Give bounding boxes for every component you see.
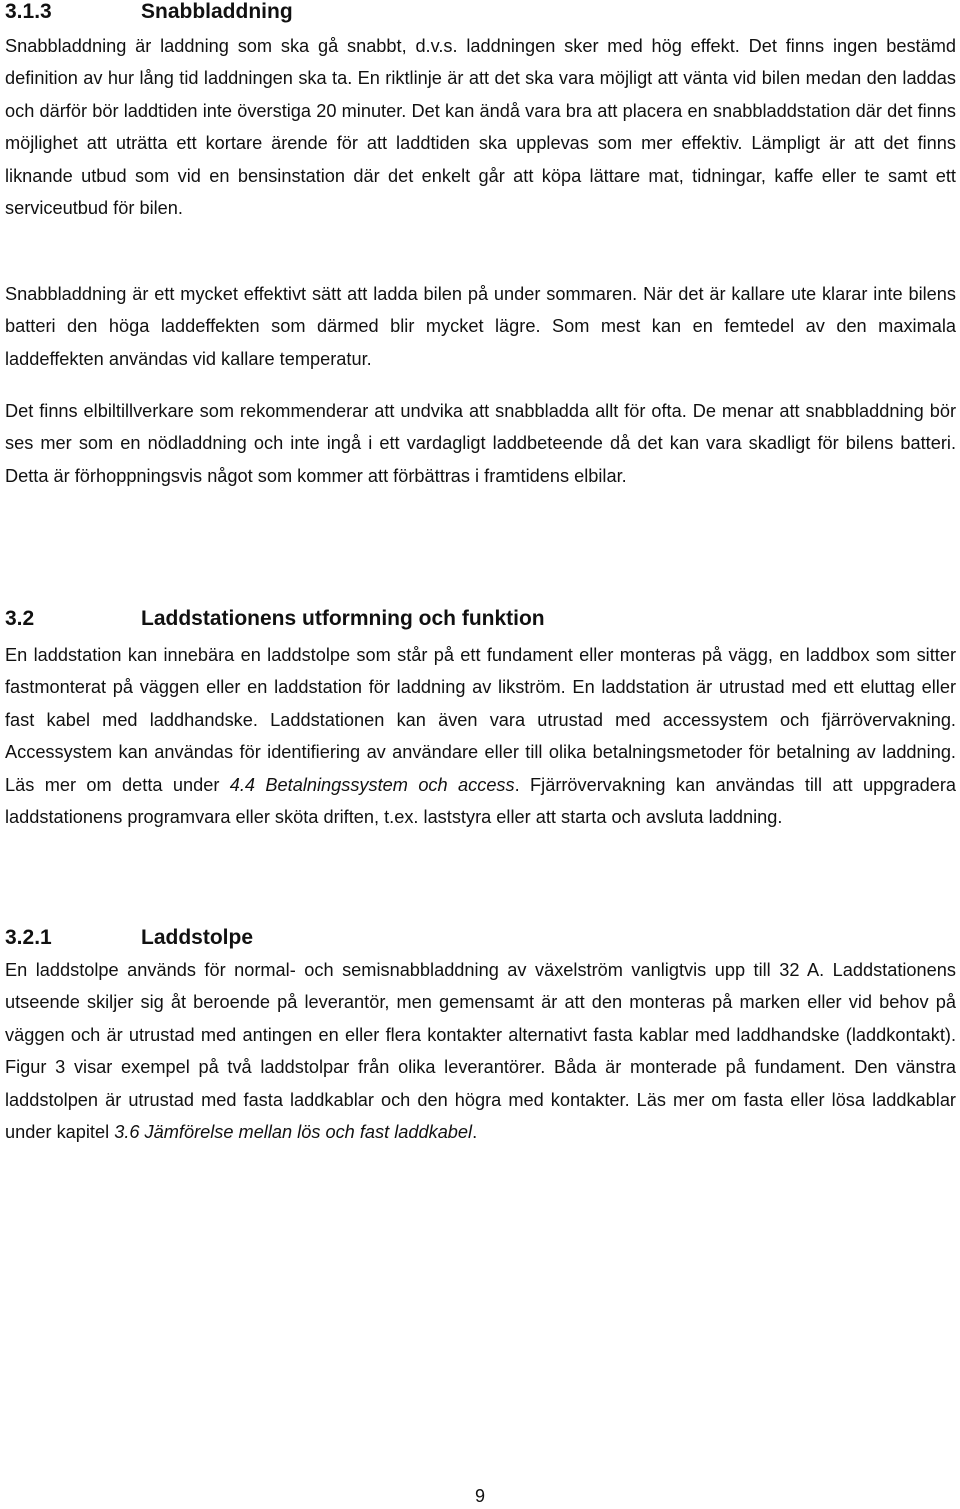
paragraph-text: . Fjärrövervakning kan användas till att uppgradera laddstationens programvara eller sköta driften, t.ex. laststyra eller att starta och avsluta laddning. bbox=[5, 774, 956, 828]
paragraph-laddstation-utformning bbox=[5, 639, 956, 833]
section-number: 3.2 bbox=[5, 607, 35, 630]
paragraph-text: En laddstation kan innebära en laddstolpe som står på ett fundament eller monteras på vägg, en laddbox som sitter fastmonterat på väggen eller en laddstation för laddning av likström. En laddstation är utrustad med ett eluttag eller fast kabel med laddhandske. Laddstationen kan även vara utrustad med accessystem och fjärrövervakning. Accessystem kan användas för identifiering av användare eller till olika betalningsmetoder för betalning av laddning. Läs mer om detta under bbox=[5, 645, 956, 795]
paragraph-snabbladdning-battery: Det finns elbiltillverkare som rekommenderar att undvika att snabbladda allt för ofta. De menar att snabbladdning bör ses mer som en nödladdning och inte ingå i ett vardagligt laddbeteende då det kan vara skadligt för bilens batteri. Detta är förhoppningsvis något som kommer att förbättras i framtidens elbilar. bbox=[5, 401, 956, 486]
section-number: 3.2.1 bbox=[5, 926, 52, 949]
section-reference-3-6: 3.6 Jämförelse mellan lös och fast laddkabel bbox=[114, 1122, 473, 1143]
page-number: 9 bbox=[474, 1486, 485, 1506]
section-heading-3-1-3 bbox=[5, 0, 293, 25]
paragraph-snabbladdning-intro: Snabbladdning är laddning som ska gå snabbt, d.v.s. laddningen sker med hög effekt. Det finns ingen bestämd definition av hur lång tid laddningen ska ta. En riktlinje är att det ska vara möjligt att vänta vid bilen medan den laddas och därför bör laddtiden inte överstiga 20 minuter. Det kan ändå vara bra att placera en snabbladdstation där det finns möjlighet att uträtta ett kortare ärende för att laddtiden ska upplevas som mer effektiv. Lämpligt är att det finns liknande utbud som vid en bensinstation där det enkelt går att köpa lättare mat, tidningar, kaffe eller te samt ett serviceutbud för bilen. bbox=[5, 36, 956, 219]
paragraph-text: En laddstolpe används för normal- och semisnabbladdning av växelström vanligtvis upp till 32 A. Laddstationens utseende skiljer sig åt beroende på leverantör, men gemensamt är att den monteras på marken eller vid behov på väggen och är utrustad med antingen en eller flera kontakter alternativt fasta kablar med laddhandske (laddkontakt). Figur 3 visar exempel på två laddstolpar från olika leverantörer. Båda är monterade på fundament. Den vänstra laddstolpen är utrustad med fasta laddkablar och den högra med kontakter. Läs mer om fasta eller lösa laddkablar under kapitel bbox=[5, 960, 956, 1143]
paragraph-snabbladdning-winter: Snabbladdning är ett mycket effektivt sätt att ladda bilen på under sommaren. När det är kallare ute klarar inte bilens batteri den höga laddeffekten som därmed blir mycket lägre. Som mest kan en femtedel av den maximala laddeffekten användas vid kallare temperatur. bbox=[5, 284, 956, 369]
paragraph-laddstolpe bbox=[5, 954, 956, 1148]
section-number: 3.1.3 bbox=[5, 0, 52, 23]
section-title: Laddstationens utformning och funktion bbox=[141, 607, 545, 630]
section-title: Laddstolpe bbox=[141, 926, 254, 949]
section-title: Snabbladdning bbox=[141, 0, 293, 23]
section-reference-4-4: 4.4 Betalningssystem och access bbox=[229, 774, 515, 795]
section-heading-3-2-1 bbox=[5, 925, 254, 951]
paragraph-text: . bbox=[472, 1122, 478, 1143]
section-heading-3-2 bbox=[5, 606, 545, 632]
